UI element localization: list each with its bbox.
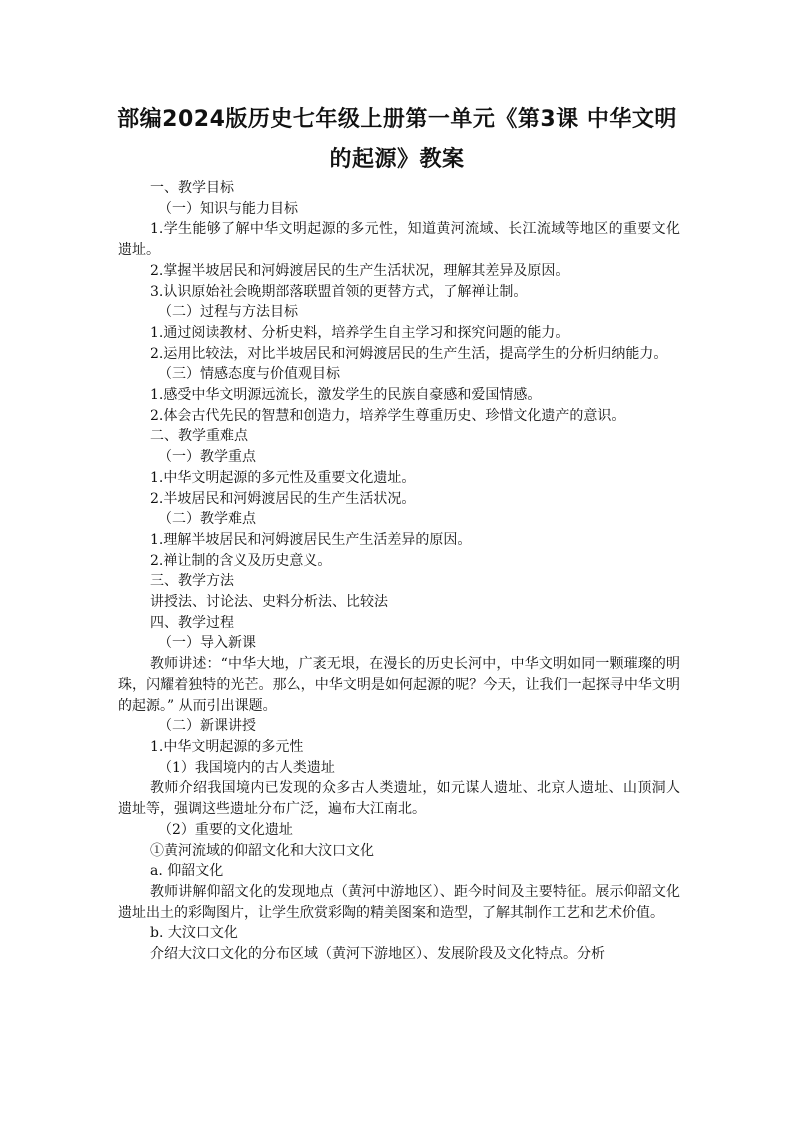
paragraph: 1.通过阅读教材、分析史料，培养学生自主学习和探究问题的能力。	[150, 324, 570, 341]
paragraph: ①黄河流域的仰韶文化和大汶口文化	[150, 842, 374, 859]
section-heading: 四、教学过程	[150, 614, 234, 631]
section-heading: 三、教学方法	[150, 573, 234, 590]
subsection-heading: （一）教学重点	[158, 449, 256, 466]
document-body	[118, 178, 680, 965]
paragraph: 1.感受中华文明源远流长，激发学生的民族自豪感和爱国情感。	[150, 387, 542, 404]
subsection-heading: （一）知识与能力目标	[158, 200, 298, 217]
paragraph: 1.学生能够了解中华文明起源的多元性，知道黄河流域、长江流域等地区的重要文化遗址。	[118, 221, 680, 259]
paragraph: 教师讲述：“中华大地，广袤无垠，在漫长的历史长河中，中华文明如同一颗璀璨的明珠，闪耀着独特的光芒。那么，中华文明是如何起源的呢？今天，让我们一起探寻中华文明的起源。” 从而引出课题。	[118, 656, 680, 714]
paragraph: 2.体会古代先民的智慧和创造力，培养学生尊重历史、珍惜文化遗产的意识。	[150, 407, 626, 424]
paragraph: 介绍大汶口文化的分布区域（黄河下游地区）、发展阶段及文化特点。分析	[150, 946, 605, 963]
section-heading: 二、教学重难点	[150, 428, 248, 445]
subsection-heading: （1）我国境内的古人类遗址	[158, 759, 335, 776]
paragraph: 2.运用比较法，对比半坡居民和河姆渡居民的生产生活，提高学生的分析归纳能力。	[150, 345, 668, 362]
paragraph: 1.中华文明起源的多元性及重要文化遗址。	[150, 469, 416, 486]
paragraph: 2.半坡居民和河姆渡居民的生产生活状况。	[150, 490, 416, 507]
paragraph: 1.中华文明起源的多元性	[150, 738, 304, 755]
paragraph: 1.理解半坡居民和河姆渡居民生产生活差异的原因。	[150, 531, 472, 548]
subsection-heading: （二）教学难点	[158, 511, 256, 528]
paragraph: 2.掌握半坡居民和河姆渡居民的生产生活状况，理解其差异及原因。	[150, 262, 570, 279]
document-title: 部编2024版历史七年级上册第一单元《第3课 中华文明的起源》教案	[117, 107, 677, 172]
paragraph: 教师讲解仰韶文化的发现地点（黄河中游地区）、距今时间及主要特征。展示仰韶文化遗址出土的彩陶图片，让学生欣赏彩陶的精美图案和造型，了解其制作工艺和艺术价值。	[118, 883, 680, 921]
paragraph: 讲授法、讨论法、史料分析法、比较法	[150, 594, 388, 611]
subsection-heading: （三）情感态度与价值观目标	[158, 366, 340, 383]
subsection-heading: （一）导入新课	[158, 635, 256, 652]
subsection-heading: （二）过程与方法目标	[158, 304, 298, 321]
paragraph: 3.认识原始社会晚期部落联盟首领的更替方式，了解禅让制。	[150, 283, 528, 300]
paragraph: a. 仰韶文化	[150, 863, 224, 880]
paragraph: 2.禅让制的含义及历史意义。	[150, 552, 332, 569]
subsection-heading: （二）新课讲授	[158, 718, 256, 735]
section-heading: 一、教学目标	[150, 180, 234, 196]
subsection-heading: （2）重要的文化遗址	[158, 821, 293, 838]
paragraph: b. 大汶口文化	[150, 925, 238, 942]
paragraph: 教师介绍我国境内已发现的众多古人类遗址，如元谋人遗址、北京人遗址、山顶洞人遗址等，强调这些遗址分布广泛，遍布大江南北。	[118, 780, 680, 818]
